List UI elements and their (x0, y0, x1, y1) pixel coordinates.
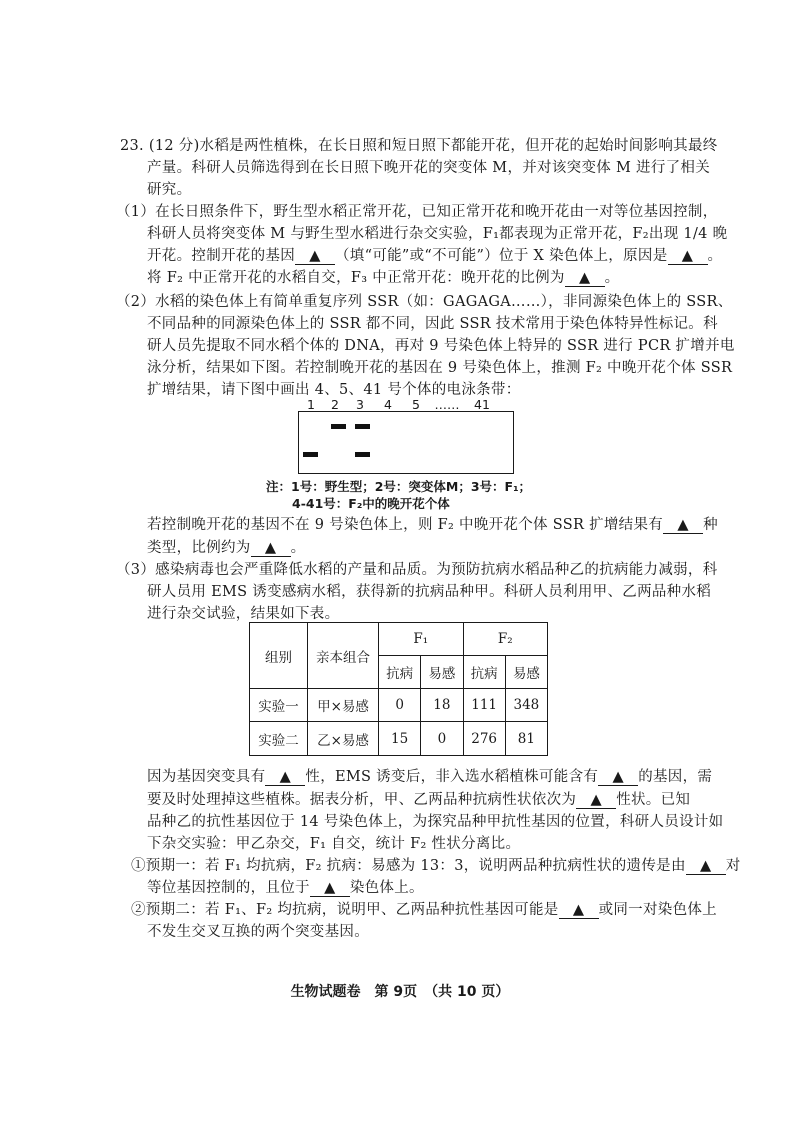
gel-note: 4-41号：F₂中的晚开花个体 (292, 496, 450, 511)
table-subheader: 抗病 (463, 656, 505, 689)
part1-line: 将 F₂ 中正常开花的水稻自交，F₃ 中正常开花：晚开花的比例为 ▲ 。 (147, 270, 620, 286)
part2-line: 若控制晚开花的基因不在 9 号染色体上，则 F₂ 中晚开花个体 SSR 扩增结果有 ▲ 种 (147, 517, 718, 533)
gel-lane-label: 41 (474, 397, 490, 412)
table-row (250, 722, 548, 756)
gel-band-lane2-upper (331, 424, 346, 429)
prediction-line: ②预期二：若 F₁、F₂ 均抗病，说明甲、乙两品种抗性基因可能是 ▲ 或同一对染色体上 (131, 902, 717, 918)
part3-line: 进行杂交试验，结果如下表。 (147, 606, 340, 622)
table-cell: 81 (505, 722, 547, 756)
table-subheader: 易感 (421, 656, 463, 689)
gel-lane-label: 1 (307, 397, 315, 412)
part3-line: （3）感染病毒也会严重降低水稻的产量和品质。为预防抗病水稻品种乙的抗病能力减弱，科 (116, 562, 718, 578)
table-cell: 15 (379, 722, 421, 756)
table-subheader: 易感 (505, 656, 547, 689)
gel-lane-label: 3 (356, 397, 364, 412)
table-subheader: 抗病 (379, 656, 421, 689)
table-cell: 18 (421, 689, 463, 722)
gel-lane-label: 5 (412, 397, 420, 412)
answer-blank[interactable]: ▲ (565, 270, 605, 287)
table-cell: 111 (463, 689, 505, 722)
part3-line: 研人员用 EMS 诱变感病水稻，获得新的抗病品种甲。科研人员利用甲、乙两品种水稻 (147, 584, 712, 600)
gel-lane-label: 4 (384, 397, 392, 412)
question-intro-line: 产量。科研人员筛选得到在长日照下晚开花的突变体 M，并对该突变体 M 进行了相关 (147, 160, 711, 176)
part3-line: 品种乙的抗性基因位于 14 号染色体上，为探究品种甲抗性基因的位置，科研人员设计如 (147, 814, 724, 830)
table-cell: 0 (379, 689, 421, 722)
answer-blank[interactable]: ▲ (251, 540, 291, 557)
electrophoresis-gel[interactable] (298, 411, 514, 474)
gel-band-lane1-lower (303, 452, 318, 457)
gel-band-lane3-upper (355, 424, 370, 429)
answer-blank[interactable]: ▲ (668, 248, 708, 265)
table-cell: 甲×易感 (308, 689, 379, 722)
part1-line: 科研人员将突变体 M 与野生型水稻进行杂交实验，F₁都表现为正常开花，F₂出现 1/4 晚 (147, 226, 728, 242)
table-row (250, 689, 548, 722)
question-intro-line: 23. (12 分)水稻是两性植株，在长日照和短日照下都能开花，但开花的起始时间影响其最终 (120, 138, 718, 154)
results-table (249, 622, 548, 756)
table-header: 组别 (250, 623, 308, 689)
part2-line: 不同品种的同源染色体上的 SSR 都不同，因此 SSR 技术常用于染色体特异性标记。科 (147, 316, 718, 332)
answer-blank[interactable]: ▲ (559, 902, 599, 919)
prediction-line: 不发生交叉互换的两个突变基因。 (147, 924, 369, 940)
part1-line: （1）在长日照条件下，野生型水稻正常开花，已知正常开花和晚开花由一对等位基因控制， (116, 204, 718, 220)
answer-blank[interactable]: ▲ (265, 769, 305, 786)
part2-line: （2）水稻的染色体上有简单重复序列 SSR（如：GAGAGA……），非同源染色体上的 SSR、 (116, 294, 733, 310)
part3-line: 下杂交实验：甲乙杂交，F₁ 自交，统计 F₂ 性状分离比。 (147, 836, 521, 852)
answer-blank[interactable]: ▲ (310, 880, 350, 897)
table-cell: 348 (505, 689, 547, 722)
answer-blank[interactable]: ▲ (663, 517, 703, 534)
part2-line: 扩增结果，请下图中画出 4、5、41 号个体的电泳条带： (147, 382, 521, 398)
table-header: 亲本组合 (308, 623, 379, 689)
gel-band-lane3-lower (355, 452, 370, 457)
table-cell: 乙×易感 (308, 722, 379, 756)
table-cell: 0 (421, 722, 463, 756)
answer-blank[interactable]: ▲ (295, 248, 335, 265)
answer-blank[interactable]: ▲ (576, 792, 616, 809)
part2-line: 类型，比例约为 ▲ 。 (147, 540, 306, 556)
table-cell: 实验二 (250, 722, 308, 756)
prediction-line: 等位基因控制的，且位于 ▲ 染色体上。 (147, 880, 424, 896)
answer-blank[interactable]: ▲ (598, 769, 638, 786)
gel-note: 注：1号：野生型；2号：突变体M；3号：F₁； (266, 479, 532, 494)
table-header: F₂ (463, 623, 548, 656)
table-cell: 实验一 (250, 689, 308, 722)
gel-lane-label: 2 (331, 397, 339, 412)
part1-line: 开花。控制开花的基因 ▲ （填“可能”或“不可能”）位于 X 染色体上，原因是 ▲ 。 (147, 248, 723, 264)
question-intro-line: 研究。 (147, 182, 192, 198)
table-header: F₁ (379, 623, 464, 656)
prediction-line: ①预期一：若 F₁ 均抗病，F₂ 抗病：易感为 13：3，说明两品种抗病性状的遗传是由 ▲ 对 (131, 858, 741, 874)
table-cell: 276 (463, 722, 505, 756)
page-footer: 生物试题卷 第 9页 （共 10 页） (290, 984, 510, 1000)
part3-line: 要及时处理掉这些植株。据表分析，甲、乙两品种抗病性状依次为 ▲ 性状。已知 (147, 792, 691, 808)
gel-lane-label: …… (434, 397, 460, 412)
part2-line: 泳分析，结果如下图。若控制晚开花的基因在 9 号染色体上，推测 F₂ 中晚开花个体 SSR (147, 360, 733, 376)
part3-line: 因为基因突变具有 ▲ 性，EMS 诱变后，非入选水稻植株可能含有 ▲ 的基因，需 (147, 769, 713, 785)
answer-blank[interactable]: ▲ (686, 858, 726, 875)
part2-line: 研人员先提取不同水稻个体的 DNA，再对 9 号染色体上特异的 SSR 进行 PCR 扩增并电 (147, 338, 735, 354)
